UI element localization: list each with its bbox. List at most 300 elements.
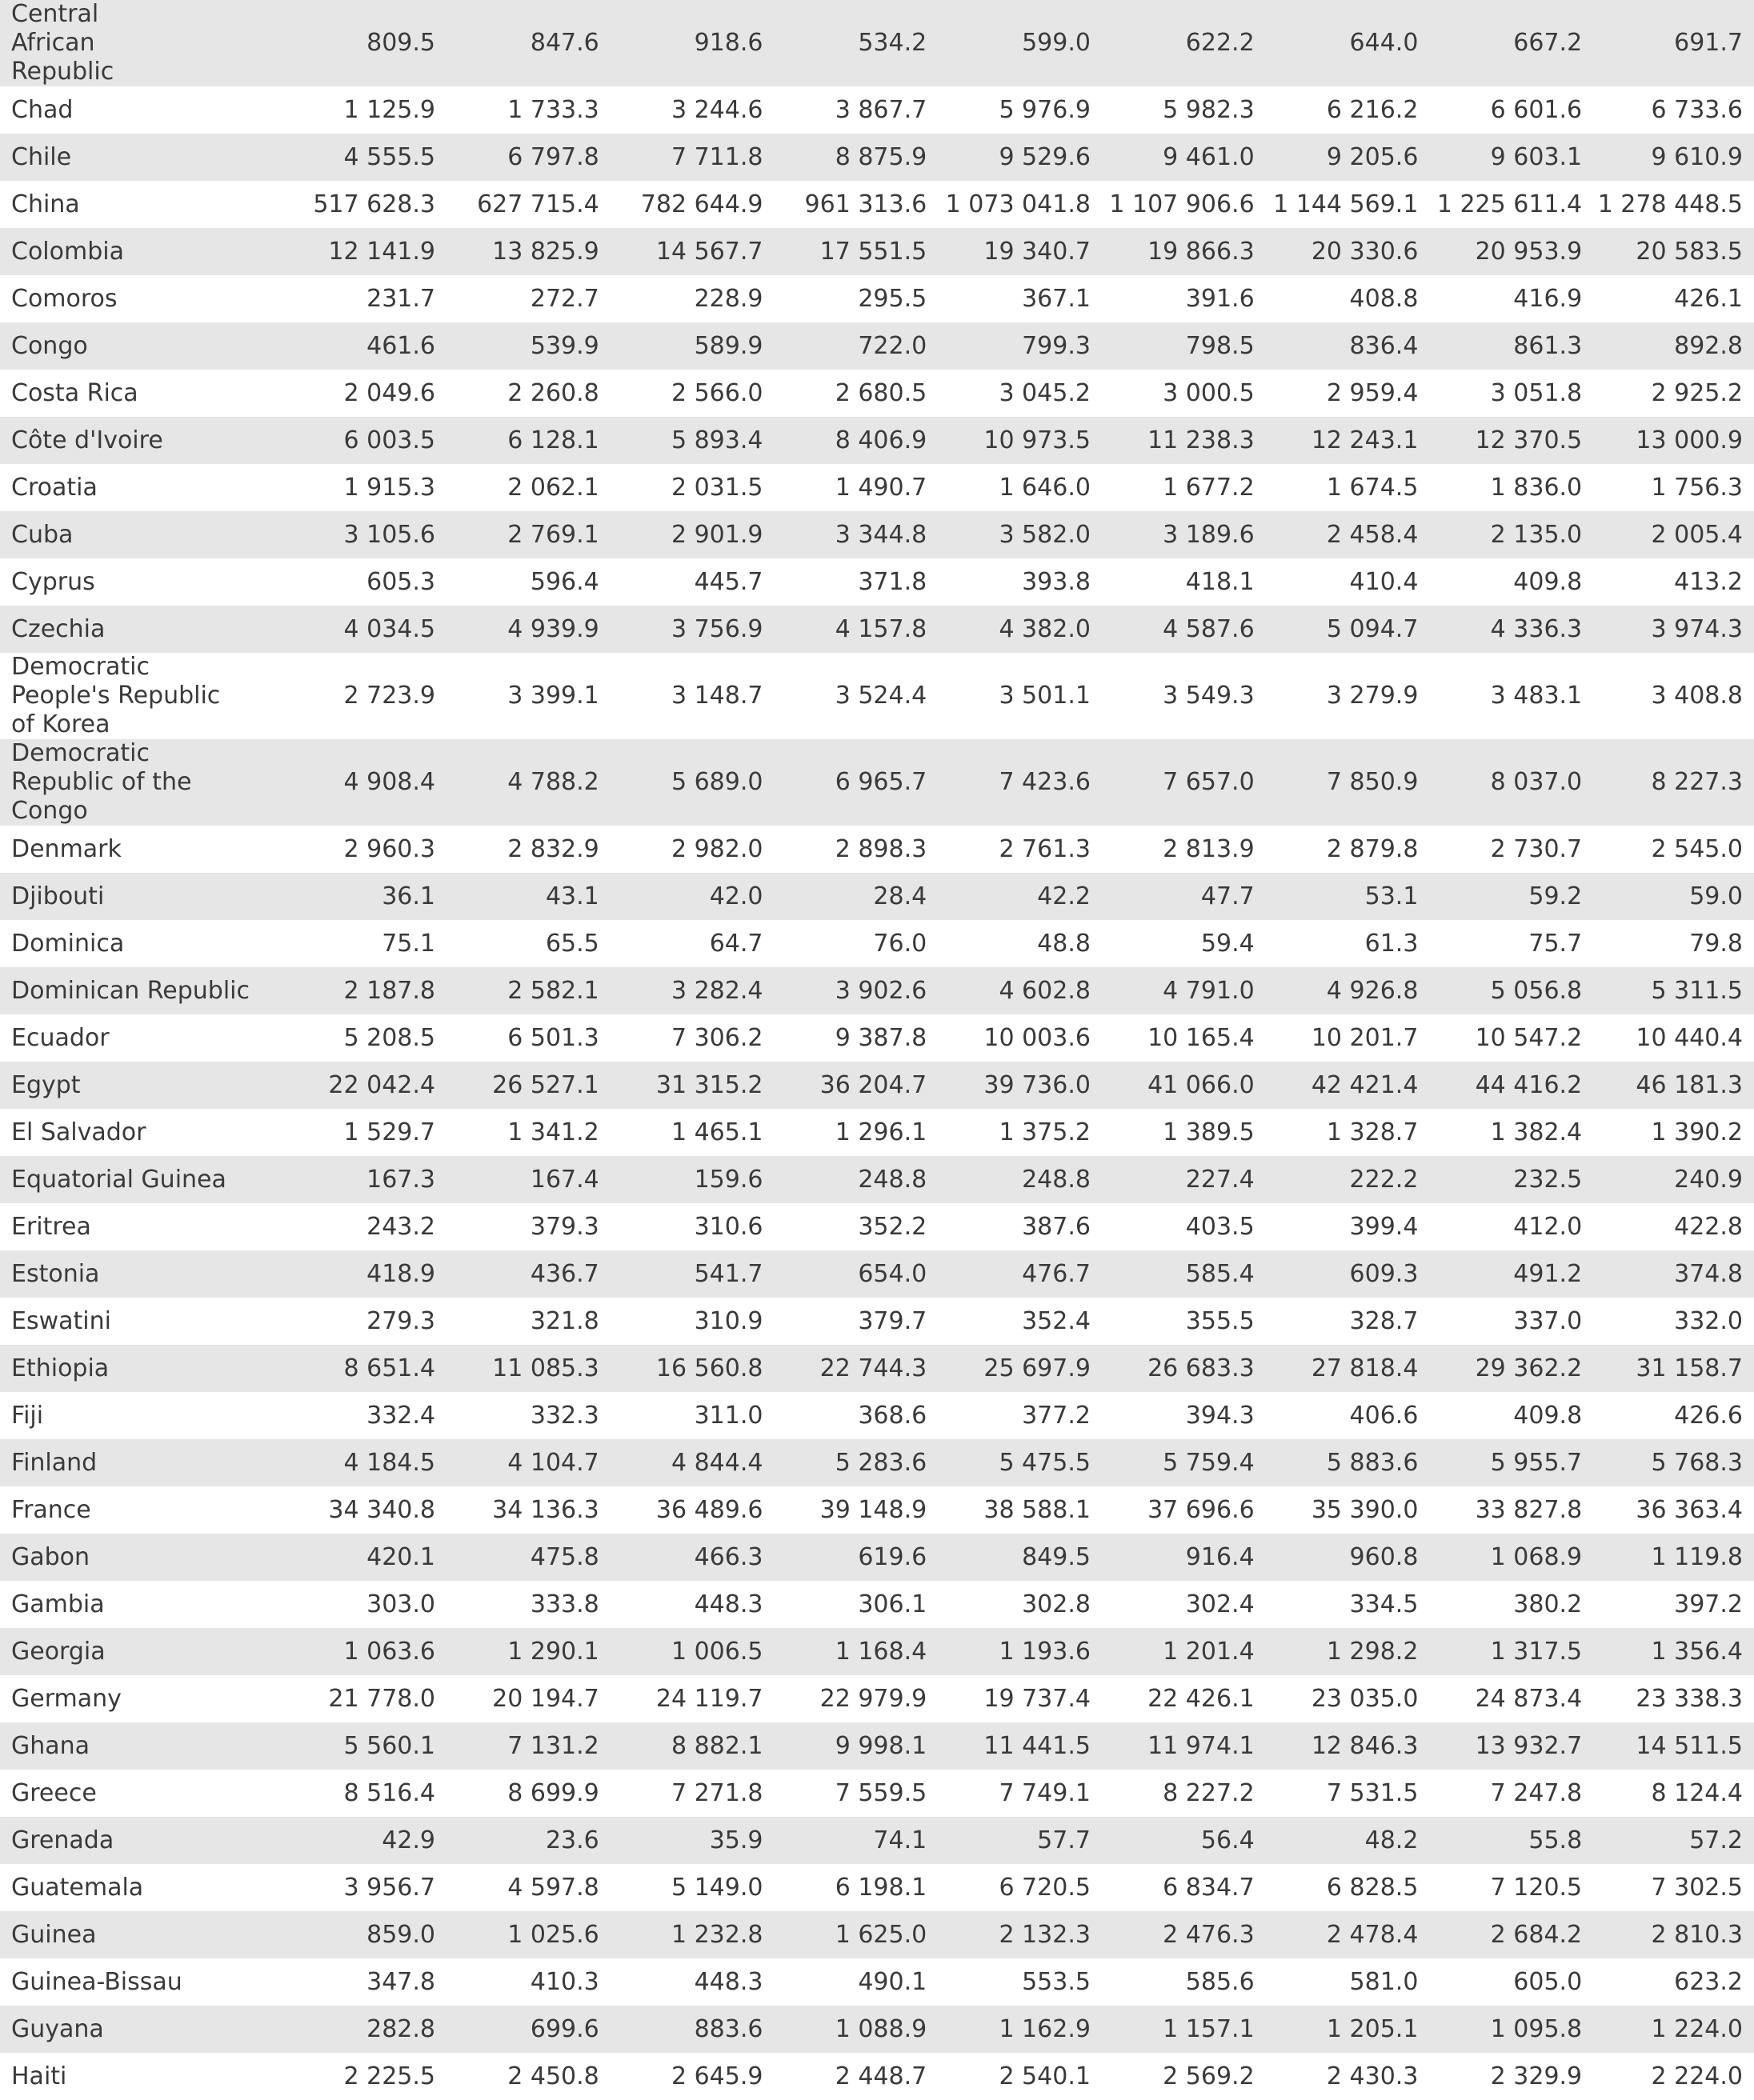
value-cell: 46 181.3 (1636, 1070, 1743, 1099)
value-cell: 1 674.5 (1326, 473, 1419, 502)
value-cell: 3 045.2 (999, 378, 1091, 407)
value-cell: 22 042.4 (328, 1070, 436, 1099)
value-cell: 847.6 (530, 29, 599, 57)
value-cell: 1 201.4 (1163, 1637, 1255, 1666)
value-cell: 589.9 (694, 331, 763, 360)
value-cell: 159.6 (694, 1165, 763, 1194)
value-cell: 332.3 (530, 1401, 599, 1430)
country-name-cell: Eswatini (11, 1306, 111, 1335)
value-cell: 408.8 (1349, 284, 1419, 313)
value-cell: 2 982.0 (671, 834, 763, 863)
value-cell: 61.3 (1364, 929, 1419, 958)
value-cell: 436.7 (530, 1259, 599, 1288)
value-cell: 5 149.0 (671, 1873, 763, 1902)
value-cell: 619.6 (858, 1542, 927, 1571)
value-cell: 36 363.4 (1636, 1495, 1743, 1524)
value-cell: 4 034.5 (343, 614, 436, 643)
country-name-cell: Guinea (11, 1920, 97, 1949)
value-cell: 33 827.8 (1475, 1495, 1583, 1524)
value-cell: 2 901.9 (671, 520, 763, 549)
value-cell: 809.5 (366, 29, 436, 57)
table-row (0, 826, 1754, 873)
value-cell: 2 458.4 (1326, 520, 1419, 549)
country-name-cell: China (11, 190, 80, 218)
value-cell: 23.6 (545, 1826, 599, 1854)
value-cell: 4 157.8 (835, 614, 927, 643)
value-cell: 1 006.5 (671, 1637, 763, 1666)
country-name-cell: Haiti (11, 2062, 67, 2090)
value-cell: 27 818.4 (1311, 1354, 1419, 1382)
country-name-cell: Cuba (11, 520, 74, 549)
value-cell: 43.1 (545, 882, 599, 910)
value-cell: 371.8 (858, 567, 927, 596)
value-cell: 57.2 (1689, 1826, 1743, 1854)
table-row (0, 1156, 1754, 1203)
country-name-cell: Estonia (11, 1259, 100, 1288)
value-cell: 418.1 (1185, 567, 1255, 596)
country-name-cell: Ethiopia (11, 1354, 110, 1382)
country-name-cell: Chad (11, 95, 74, 124)
value-cell: 6 198.1 (835, 1873, 927, 1902)
value-cell: 6 797.8 (507, 142, 599, 171)
value-cell: 23 035.0 (1311, 1684, 1419, 1713)
value-cell: 7 850.9 (1326, 768, 1419, 796)
table-row (0, 86, 1754, 134)
value-cell: 10 201.7 (1311, 1023, 1419, 1052)
value-cell: 55.8 (1528, 1826, 1583, 1854)
value-cell: 8 124.4 (1651, 1778, 1743, 1807)
value-cell: 1 298.2 (1326, 1637, 1419, 1666)
value-cell: 24 119.7 (655, 1684, 763, 1713)
value-cell: 20 953.9 (1475, 237, 1583, 266)
value-cell: 44 416.2 (1475, 1070, 1583, 1099)
value-cell: 1 341.2 (507, 1118, 599, 1146)
value-cell: 64.7 (709, 929, 763, 958)
value-cell: 2 329.9 (1490, 2062, 1583, 2090)
value-cell: 17 551.5 (819, 237, 927, 266)
value-cell: 476.7 (1022, 1259, 1091, 1288)
table-row (0, 1581, 1754, 1628)
value-cell: 667.2 (1513, 29, 1583, 57)
value-cell: 10 440.4 (1636, 1023, 1743, 1052)
table-row (0, 1014, 1754, 1062)
value-cell: 1 157.1 (1163, 2014, 1255, 2043)
country-name-cell: Croatia (11, 473, 98, 502)
value-cell: 7 711.8 (671, 142, 763, 171)
value-cell: 1 144 569.1 (1273, 190, 1419, 218)
value-cell: 1 915.3 (343, 473, 436, 502)
country-name-cell: Côte d'Ivoire (11, 426, 163, 454)
value-cell: 5 208.5 (343, 1023, 436, 1052)
value-cell: 248.8 (1022, 1165, 1091, 1194)
value-cell: 12 243.1 (1311, 426, 1419, 454)
value-cell: 248.8 (858, 1165, 927, 1194)
value-cell: 1 756.3 (1651, 473, 1743, 502)
value-cell: 35 390.0 (1311, 1495, 1419, 1524)
value-cell: 25 697.9 (983, 1354, 1091, 1382)
country-name-cell: Czechia (11, 614, 106, 643)
value-cell: 1 278 448.5 (1597, 190, 1743, 218)
value-cell: 416.9 (1513, 284, 1583, 313)
value-cell: 539.9 (530, 331, 599, 360)
value-cell: 1 225 611.4 (1436, 190, 1583, 218)
value-cell: 585.6 (1185, 1967, 1255, 1996)
value-cell: 8 882.1 (671, 1731, 763, 1760)
value-cell: 961 313.6 (804, 190, 927, 218)
value-cell: 1 733.3 (507, 95, 599, 124)
country-name-cell: Egypt (11, 1070, 81, 1099)
value-cell: 303.0 (366, 1590, 436, 1618)
value-cell: 74.1 (873, 1826, 927, 1854)
value-cell: 37 696.6 (1147, 1495, 1255, 1524)
value-cell: 445.7 (694, 567, 763, 596)
country-name-text: Democratic People's Republic of Korea (11, 653, 221, 738)
table-row (0, 1250, 1754, 1298)
value-cell: 722.0 (858, 331, 927, 360)
value-cell: 627 715.4 (477, 190, 599, 218)
value-cell: 14 567.7 (655, 237, 763, 266)
country-name-text: Democratic Republic of the Congo (11, 739, 192, 825)
value-cell: 1 317.5 (1490, 1637, 1583, 1666)
table-row (0, 1534, 1754, 1581)
value-cell: 4 382.0 (999, 614, 1091, 643)
value-cell: 2 540.1 (999, 2062, 1091, 2090)
value-cell: 7 559.5 (835, 1778, 927, 1807)
value-cell: 2 476.3 (1163, 1920, 1255, 1949)
country-name-cell: Chile (11, 142, 72, 171)
value-cell: 34 136.3 (492, 1495, 599, 1524)
value-cell: 352.2 (858, 1212, 927, 1241)
value-cell: 420.1 (366, 1542, 436, 1571)
value-cell: 3 244.6 (671, 95, 763, 124)
value-cell: 3 148.7 (671, 682, 763, 710)
value-cell: 1 356.4 (1651, 1637, 1743, 1666)
value-cell: 412.0 (1513, 1212, 1583, 1241)
country-name-text: Central African Republic (11, 0, 114, 86)
country-name-cell: Ecuador (11, 1023, 110, 1052)
value-cell: 426.1 (1674, 284, 1743, 313)
value-cell: 491.2 (1513, 1259, 1583, 1288)
value-cell: 2 049.6 (343, 378, 436, 407)
value-cell: 240.9 (1674, 1165, 1743, 1194)
country-name-cell: Denmark (11, 834, 122, 863)
value-cell: 377.2 (1022, 1401, 1091, 1430)
table-row (0, 1628, 1754, 1675)
value-cell: 374.8 (1674, 1259, 1743, 1288)
value-cell: 56.4 (1200, 1826, 1255, 1854)
value-cell: 59.4 (1200, 929, 1255, 958)
value-cell: 20 194.7 (492, 1684, 599, 1713)
value-cell: 8 227.2 (1163, 1778, 1255, 1807)
value-cell: 553.5 (1022, 1967, 1091, 1996)
value-cell: 9 603.1 (1490, 142, 1583, 171)
table-row (0, 1770, 1754, 1817)
value-cell: 644.0 (1349, 29, 1419, 57)
value-cell: 7 423.6 (999, 768, 1091, 796)
value-cell: 3 051.8 (1490, 378, 1583, 407)
value-cell: 1 836.0 (1490, 473, 1583, 502)
value-cell: 167.4 (530, 1165, 599, 1194)
value-cell: 4 602.8 (999, 976, 1091, 1005)
table-row (0, 1392, 1754, 1439)
value-cell: 2 187.8 (343, 976, 436, 1005)
value-cell: 243.2 (366, 1212, 436, 1241)
value-cell: 623.2 (1674, 1967, 1743, 1996)
value-cell: 6 965.7 (835, 768, 927, 796)
value-cell: 4 791.0 (1163, 976, 1255, 1005)
value-cell: 1 088.9 (835, 2014, 927, 2043)
value-cell: 36 489.6 (655, 1495, 763, 1524)
value-cell: 10 547.2 (1475, 1023, 1583, 1052)
value-cell: 585.4 (1185, 1259, 1255, 1288)
value-cell: 4 788.2 (507, 768, 599, 796)
value-cell: 75.1 (382, 929, 436, 958)
table-row (0, 1298, 1754, 1345)
value-cell: 1 375.2 (999, 1118, 1091, 1146)
value-cell: 9 461.0 (1163, 142, 1255, 171)
value-cell: 418.9 (366, 1259, 436, 1288)
value-cell: 2 225.5 (343, 2062, 436, 2090)
value-cell: 3 000.5 (1163, 378, 1255, 407)
value-cell: 1 296.1 (835, 1118, 927, 1146)
value-cell: 6 720.5 (999, 1873, 1091, 1902)
value-cell: 4 597.8 (507, 1873, 599, 1902)
value-cell: 2 761.3 (999, 834, 1091, 863)
table-row (0, 1722, 1754, 1770)
table-row (0, 181, 1754, 228)
country-name-cell: Gambia (11, 1590, 105, 1618)
country-name-cell: Comoros (11, 284, 118, 313)
table-row (0, 464, 1754, 511)
value-cell: 5 768.3 (1651, 1448, 1743, 1477)
value-cell: 35.9 (709, 1826, 763, 1854)
value-cell: 836.4 (1349, 331, 1419, 360)
value-cell: 48.2 (1364, 1826, 1419, 1854)
value-cell: 5 311.5 (1651, 976, 1743, 1005)
value-cell: 333.8 (530, 1590, 599, 1618)
value-cell: 918.6 (694, 29, 763, 57)
value-cell: 5 283.6 (835, 1448, 927, 1477)
table-row (0, 1958, 1754, 2006)
value-cell: 337.0 (1513, 1306, 1583, 1335)
value-cell: 9 529.6 (999, 142, 1091, 171)
country-name-cell: Guinea-Bissau (11, 1967, 182, 1996)
value-cell: 2 132.3 (999, 1920, 1091, 1949)
value-cell: 334.5 (1349, 1590, 1419, 1618)
value-cell: 798.5 (1185, 331, 1255, 360)
value-cell: 3 344.8 (835, 520, 927, 549)
value-cell: 3 408.8 (1651, 682, 1743, 710)
value-cell: 19 340.7 (983, 237, 1091, 266)
value-cell: 8 699.9 (507, 1778, 599, 1807)
value-cell: 6 834.7 (1163, 1873, 1255, 1902)
value-cell: 10 165.4 (1147, 1023, 1255, 1052)
value-cell: 5 955.7 (1490, 1448, 1583, 1477)
table-row (0, 1203, 1754, 1250)
value-cell: 11 441.5 (983, 1731, 1091, 1760)
value-cell: 861.3 (1513, 331, 1583, 360)
value-cell: 2 810.3 (1651, 1920, 1743, 1949)
country-name-cell: France (11, 1495, 91, 1524)
table-row (0, 558, 1754, 606)
value-cell: 26 527.1 (492, 1070, 599, 1099)
value-cell: 368.6 (858, 1401, 927, 1430)
value-cell: 581.0 (1349, 1967, 1419, 1996)
value-cell: 849.5 (1022, 1542, 1091, 1571)
value-cell: 1 119.8 (1651, 1542, 1743, 1571)
value-cell: 231.7 (366, 284, 436, 313)
value-cell: 4 104.7 (507, 1448, 599, 1477)
value-cell: 892.8 (1674, 331, 1743, 360)
value-cell: 28.4 (873, 882, 927, 910)
value-cell: 12 846.3 (1311, 1731, 1419, 1760)
value-cell: 310.6 (694, 1212, 763, 1241)
value-cell: 1 490.7 (835, 473, 927, 502)
value-cell: 8 651.4 (343, 1354, 436, 1382)
value-cell: 24 873.4 (1475, 1684, 1583, 1713)
value-cell: 1 025.6 (507, 1920, 599, 1949)
value-cell: 380.2 (1513, 1590, 1583, 1618)
value-cell: 3 189.6 (1163, 520, 1255, 549)
value-cell: 391.6 (1185, 284, 1255, 313)
value-cell: 409.8 (1513, 1401, 1583, 1430)
value-cell: 3 501.1 (999, 682, 1091, 710)
value-cell: 7 247.8 (1490, 1778, 1583, 1807)
value-cell: 379.3 (530, 1212, 599, 1241)
table-row (0, 370, 1754, 417)
value-cell: 79.8 (1689, 929, 1743, 958)
value-cell: 2 960.3 (343, 834, 436, 863)
value-cell: 5 475.5 (999, 1448, 1091, 1477)
table-row (0, 275, 1754, 322)
country-name-cell: Grenada (11, 1826, 114, 1854)
value-cell: 2 832.9 (507, 834, 599, 863)
value-cell: 534.2 (858, 29, 927, 57)
value-cell: 11 974.1 (1147, 1731, 1255, 1760)
value-cell: 11 085.3 (492, 1354, 599, 1382)
value-cell: 20 583.5 (1636, 237, 1743, 266)
value-cell: 5 689.0 (671, 768, 763, 796)
value-cell: 3 582.0 (999, 520, 1091, 549)
country-name-cell: Germany (11, 1684, 122, 1713)
value-cell: 6 601.6 (1490, 95, 1583, 124)
value-cell: 2 005.4 (1651, 520, 1743, 549)
value-cell: 1 168.4 (835, 1637, 927, 1666)
value-cell: 53.1 (1364, 882, 1419, 910)
value-cell: 4 336.3 (1490, 614, 1583, 643)
value-cell: 1 328.7 (1326, 1118, 1419, 1146)
value-cell: 16 560.8 (655, 1354, 763, 1382)
value-cell: 5 759.4 (1163, 1448, 1255, 1477)
value-cell: 448.3 (694, 1967, 763, 1996)
value-cell: 3 867.7 (835, 95, 927, 124)
value-cell: 5 560.1 (343, 1731, 436, 1760)
value-cell: 5 056.8 (1490, 976, 1583, 1005)
table-row (0, 417, 1754, 464)
value-cell: 2 730.7 (1490, 834, 1583, 863)
value-cell: 2 031.5 (671, 473, 763, 502)
value-cell: 2 450.8 (507, 2062, 599, 2090)
value-cell: 19 866.3 (1147, 237, 1255, 266)
value-cell: 39 148.9 (819, 1495, 927, 1524)
value-cell: 75.7 (1528, 929, 1583, 958)
value-cell: 782 644.9 (640, 190, 763, 218)
value-cell: 42.2 (1037, 882, 1091, 910)
value-cell: 20 330.6 (1311, 237, 1419, 266)
value-cell: 6 828.5 (1326, 1873, 1419, 1902)
value-cell: 2 545.0 (1651, 834, 1743, 863)
value-cell: 8 516.4 (343, 1778, 436, 1807)
value-cell: 1 095.8 (1490, 2014, 1583, 2043)
value-cell: 4 939.9 (507, 614, 599, 643)
value-cell: 5 893.4 (671, 426, 763, 454)
value-cell: 3 956.7 (343, 1873, 436, 1902)
value-cell: 6 216.2 (1326, 95, 1419, 124)
value-cell: 19 737.4 (983, 1684, 1091, 1713)
value-cell: 3 756.9 (671, 614, 763, 643)
table-row (0, 873, 1754, 920)
value-cell: 2 879.8 (1326, 834, 1419, 863)
value-cell: 7 302.5 (1651, 1873, 1743, 1902)
value-cell: 7 306.2 (671, 1023, 763, 1052)
value-cell: 167.3 (366, 1165, 436, 1194)
value-cell: 605.3 (366, 567, 436, 596)
value-cell: 654.0 (858, 1259, 927, 1288)
value-cell: 622.2 (1185, 29, 1255, 57)
value-cell: 2 224.0 (1651, 2062, 1743, 2090)
value-cell: 2 813.9 (1163, 834, 1255, 863)
value-cell: 41 066.0 (1147, 1070, 1255, 1099)
value-cell: 7 657.0 (1163, 768, 1255, 796)
value-cell: 4 844.4 (671, 1448, 763, 1477)
table-row (0, 1675, 1754, 1722)
value-cell: 2 959.4 (1326, 378, 1419, 407)
value-cell: 2 430.3 (1326, 2062, 1419, 2090)
value-cell: 883.6 (694, 2014, 763, 2043)
value-cell: 379.7 (858, 1306, 927, 1335)
value-cell: 7 120.5 (1490, 1873, 1583, 1902)
value-cell: 1 193.6 (999, 1637, 1091, 1666)
value-cell: 490.1 (858, 1967, 927, 1996)
value-cell: 5 976.9 (999, 95, 1091, 124)
country-name-cell: Finland (11, 1448, 98, 1477)
value-cell: 42.9 (382, 1826, 436, 1854)
value-cell: 4 926.8 (1326, 976, 1419, 1005)
value-cell: 2 723.9 (343, 682, 436, 710)
value-cell: 960.8 (1349, 1542, 1419, 1571)
value-cell: 409.8 (1513, 567, 1583, 596)
value-cell: 3 282.4 (671, 976, 763, 1005)
table-row (0, 1439, 1754, 1486)
value-cell: 2 680.5 (835, 378, 927, 407)
value-cell: 228.9 (694, 284, 763, 313)
value-cell: 596.4 (530, 567, 599, 596)
table-row (0, 2053, 1754, 2100)
table-row (0, 653, 1754, 739)
value-cell: 2 582.1 (507, 976, 599, 1005)
value-cell: 302.4 (1185, 1590, 1255, 1618)
country-name-cell: Eritrea (11, 1212, 91, 1241)
value-cell: 1 224.0 (1651, 2014, 1743, 2043)
value-cell: 36 204.7 (819, 1070, 927, 1099)
value-cell: 1 625.0 (835, 1920, 927, 1949)
value-cell: 1 677.2 (1163, 473, 1255, 502)
value-cell: 7 531.5 (1326, 1778, 1419, 1807)
value-cell: 916.4 (1185, 1542, 1255, 1571)
value-cell: 76.0 (873, 929, 927, 958)
value-cell: 57.7 (1037, 1826, 1091, 1854)
value-cell: 2 478.4 (1326, 1920, 1419, 1949)
